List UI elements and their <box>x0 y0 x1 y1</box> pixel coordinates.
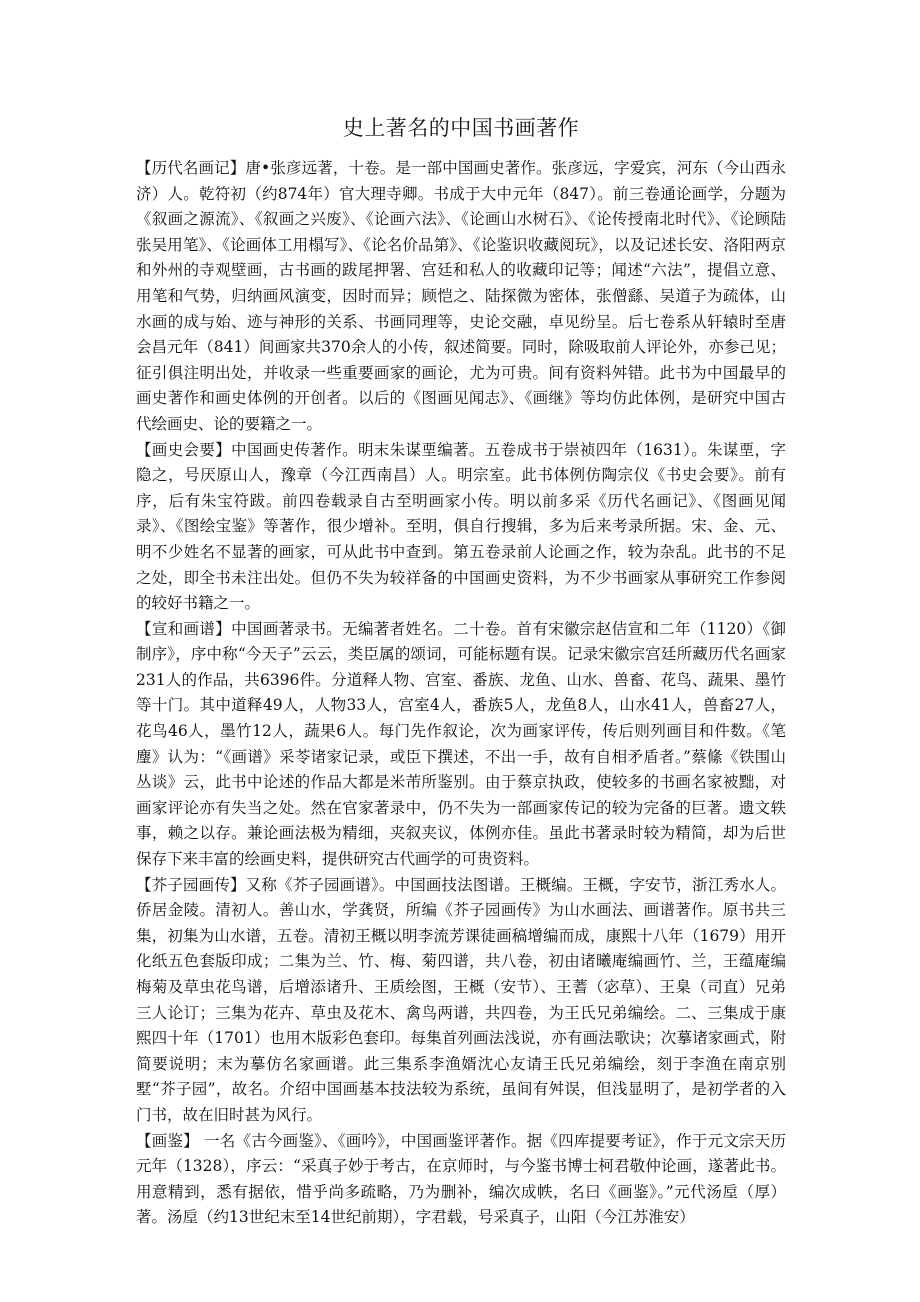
entry-heading: 【芥子园画传】 <box>136 875 246 894</box>
entry-huajian <box>136 1129 786 1231</box>
entry-xuanhe-huapu <box>136 617 786 873</box>
document-title: 史上著名的中国书画著作 <box>342 116 580 140</box>
entry-heading: 【宣和画谱】 <box>136 619 232 638</box>
entry-text: 中国画史传著作。明末朱谋垔编著。五卷成书于崇祯四年（1631）。朱谋垔，字隐之，号厌原山人，豫章（今江西南昌）人。明宗室。此书体例仿陶宗仪《书史会要》。前有序，后有朱宝符跋。前四卷载录自古至明画家小传。明以前多采《历代名画记》、《图画见闻录》、《图绘宝鉴》等著作，很少增补。至明，俱自行搜辑，多为后来考录所据。宋、金、元、明不少姓名不显著的画家，可从此书中查到。第五卷录前人论画之作，较为杂乱。此书的不足之处，即全书未注出处。但仍不失为较祥备的中国画史资料，为不少书画家从事研究工作参阅的较好书籍之一。 <box>136 440 786 613</box>
entry-text: 又称《芥子园画谱》。中国画技法图谱。王概编。王概，字安节，浙江秀水人。侨居金陵。清初人。善山水，学龚贤，所编《芥子园画传》为山水画法、画谱著作。原书共三集，初集为山水谱，五卷。清初王概以明李流芳课徒画稿增编而成，康熙十八年（1679）用开化纸五色套版印成；二集为兰、竹、梅、菊四谱，共八卷，初由诸曦庵编画竹、兰，王蕴庵编梅菊及草虫花鸟谱，后增添诸升、王质绘图，王概（安节）、王蓍（宓草）、王臬（司直）兄弟三人论订；三集为花卉、草虫及花木、禽鸟两谱，共四卷，为王氏兄弟编绘。二、三集成于康熙四十年（1701）也用木版彩色套印。每集首列画法浅说，亦有画法歌诀；次摹诸家画式，附简要说明；末为摹仿名家画谱。此三集系李渔婿沈心友请王氏兄弟编绘，刻于李渔在南京别墅“芥子园”，故名。介绍中国画基本技法较为系统，虽间有舛误，但浅显明了，是初学者的入门书，故在旧时甚为风行。 <box>136 875 786 1124</box>
entry-lidai-minghua-ji <box>136 156 786 438</box>
entry-text: 中国画著录书。无编著者姓名。二十卷。首有宋徽宗赵佶宣和二年（1120）《御制序》，序中称“今天子”云云，类臣属的颂词，可能标题有误。记录宋徽宗宫廷所藏历代名画家231人的作品，共6396件。分道释人物、宫室、番族、龙鱼、山水、兽畜、花鸟、蔬果、墨竹等十门。其中道释49人，人物33人，宫室4人，番族5人，龙鱼8人，山水41人，兽畜27人，花鸟46人，墨竹12人，蔬果6人。每门先作叙论，次为画家评传，传后则列画目和件数。《笔麈》认为：“《画谱》采苓诸家记录，或臣下撰述，不出一手，故有自相矛盾者。”蔡絛《铁围山丛谈》云，此书中论述的作品大都是米芾所鉴别。由于蔡京执政，使较多的书画名家被黜，对画家评论亦有失当之处。然在官家著录中，仍不失为一部画家传记的较为完备的巨著。遗文轶事，赖之以存。兼论画法极为精细，夹叙夹议，体例亦佳。虽此书著录时较为精简，却为后世保存下来丰富的绘画史料，提供研究古代画学的可贵资料。 <box>136 619 786 869</box>
document-page <box>136 112 786 1231</box>
entry-jieziyuan-huazhuan <box>136 873 786 1129</box>
entry-heading: 【历代名画记】 <box>136 159 246 177</box>
entry-text: 一名《古今画鉴》、《画吟》，中国画鉴评著作。据《四库提要考证》，作于元文宗天历元年（1328），序云：“采真子妙于考古，在京师时，与今鉴书博士柯君敬仲论画，遂著此书。用意精到，悉有据依，惜乎尚多疏略，乃为删补，编次成帙，名曰《画鉴》。”元代汤垕（厚）著。汤垕（约13世纪末至14世纪前期），字君载，号采真子，山阳（今江苏淮安） <box>136 1131 786 1227</box>
entry-huashi-huiyao <box>136 438 786 617</box>
entry-heading: 【画史会要】 <box>136 440 232 459</box>
entry-heading: 【画鉴】 <box>136 1131 199 1150</box>
entry-text: 唐•张彦远著，十卷。是一部中国画史著作。张彦远，字爱宾，河东（今山西永济）人。乾符初（约874年）官大理寺卿。书成于大中元年（847）。前三卷通论画学，分题为《叙画之源流》、《叙画之兴废》、《论画六法》、《论画山水树石》、《论传授南北时代》、《论顾陆张吴用笔》、《论画体工用榻写》、《论名价品第》、《论鉴识收藏阅玩》，以及记述长安、洛阳两京和外州的寺观壁画，古书画的跋尾押署、宫廷和私人的收藏印记等；闻述“六法”，提倡立意、用笔和气势，归纳画风演变，因时而异；顾恺之、陆探微为密体，张僧繇、吴道子为疏体，山水画的成与始、迹与神形的关系、书画同理等，史论交融，卓见纷呈。后七卷系从轩辕时至唐会昌元年（841）间画家共370余人的小传，叙述简要。同时，除吸取前人评论外，亦参己见；征引俱注明出处，并收录一些重要画家的画论，尤为可贵。间有资料舛错。此书为中国最早的画史著作和画史体例的开创者。以后的《图画见闻志》、《画继》等均仿此体例，是研究中国古代绘画史、论的要籍之一。 <box>136 159 786 433</box>
